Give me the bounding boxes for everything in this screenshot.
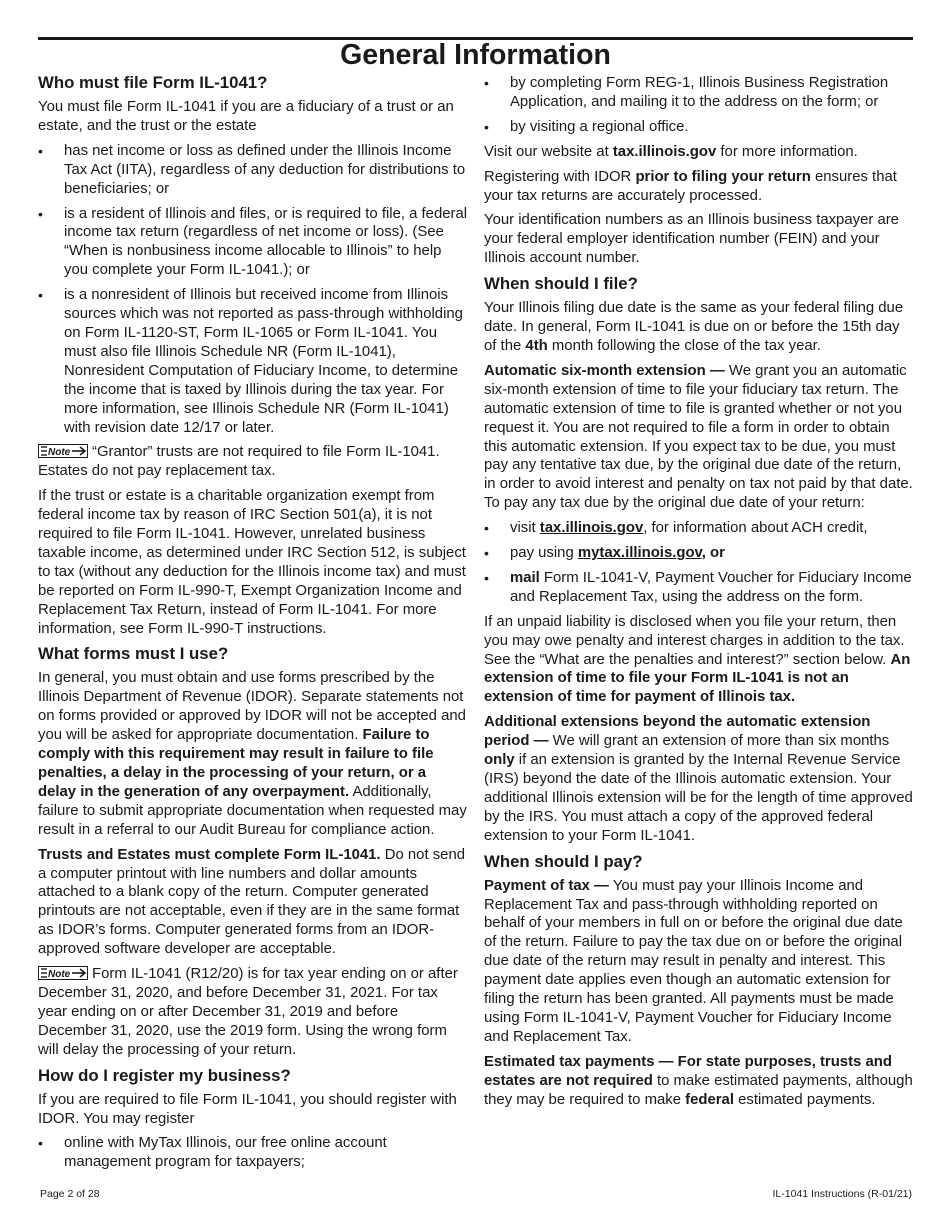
bullet-icon: • [484,569,489,586]
heading-when-file: When should I file? [484,274,638,294]
page-title: General Information [340,39,611,71]
visit-website: Visit our website at tax.illinois.gov for more information. [484,143,858,160]
list-item: • is a nonresident of Illinois but received income from Illinois sources which was not reported as pass-through withholding on Form IL-1120-ST, Form IL-1065 or Form IL-1041. You must also file Illinois Schedule NR (Form IL-1041), Nonresident Computation of Fiduciary Income, to determine the income that is taxed by Illinois during the tax year. For more information, see Illinois Schedule NR (Form IL-1041) with revision date 12/17 or later. [38,287,463,436]
bullet-icon: • [38,287,43,304]
mytax-link[interactable]: mytax.illinois.gov [577,545,702,562]
left-column [38,71,468,1178]
heading-what-forms: What forms must I use? [38,644,229,664]
due-date-paragraph: Your Illinois filing due date is the same as your federal filing due date. In general, Form IL-1041 is due on or before the 15th day of the 4th month following the close of the tax year. [484,300,904,354]
heading-when-pay: When should I pay? [484,851,643,871]
prior-paragraph: Registering with IDOR prior to filing your return ensures that your tax returns are accurately processed. [484,168,897,204]
note-form-version: Note Form IL-1041 (R12/20) is for tax year ending on or after December 31, 2020, and before December 31, 2021. For tax year ending on or after December 31, 2019 and before December 31, 2020, use the 2019 form. Using the wrong form will delay the processing of your return. [38,966,458,1058]
svg-text:Note: Note [48,969,71,981]
note-grantor: Note “Grantor” trusts are not required to file Form IL-1041. Estates do not pay replacement tax. [38,444,440,480]
list-item: • by visiting a regional office. [484,118,689,135]
bullet-icon: • [38,205,43,222]
svg-text:Note: Note [48,447,71,459]
website-link[interactable]: tax.illinois.gov [612,143,717,160]
trusts-paragraph: Trusts and Estates must complete Form IL-1041. Do not send a computer printout with line numbers and dollar amounts attached to a blank copy of the return. Computer generated printouts are not acceptable, even if they are in the same format as IDOR’s forms. Computer generated forms from an IDOR-approved software developer are acceptable. [38,846,466,958]
bullet-icon: • [484,545,489,562]
list-item: • is a resident of Illinois and files, or is required to file, a federal income tax return (regardless of net income or loss). (See “When is nonbusiness income allocable to Illinois” to help you complete your Form IL-1041.); or [38,205,468,279]
bullet-icon: • [484,75,489,91]
list-item: • online with MyTax Illinois, our free online account management program for taxpayers; [38,1135,387,1171]
payment-paragraph: Payment of tax — You must pay your Illinois Income and Replacement Tax and pass-through withholding reported on behalf of your members in full on or before the original due date of the return. Failure to pay the tax due on or before the original due date of the return may result in penalty and interest. This payment date applies even though an automatic extension for filing the return has been granted. All payments must be made using Form IL-1041-V, Payment Voucher for Fiduciary Income and Replacement Tax. [484,877,903,1045]
unpaid-paragraph: If an unpaid liability is disclosed when you file your return, then you may owe penalty and interest charges in addition to the tax. See the “What are the penalties and interest?” section below. An extension of time to file your Form IL-1041 is not an extension of time for payment of Illinois tax. [484,613,911,706]
extension-paragraph: Automatic six-month extension — We grant you an automatic six-month extension of time to file your fiduciary tax return. The automatic extension of time to file is granted whether or not you request it. You are not required to file a form in order to obtain this automatic extension. If you expect tax to be due, you must pay any tentative tax due, by the original due date of the return, in order to avoid interest and penalty on tax not paid by that date. To pay any tax due by the original due date of your return: [484,362,913,512]
register-intro: If you are required to file Form IL-1041, you should register with IDOR. You may register [38,1091,457,1127]
list-item: • pay using mytax.illinois.gov, or [484,545,725,562]
ids-paragraph: Your identification numbers as an Illinois business taxpayer are your federal employer identification number (FEIN) and your Illinois account number. [484,212,899,267]
list-item: • by completing Form REG-1, Illinois Business Registration Application, and mailing it to the address on the form; or [484,75,889,110]
estimated-paragraph: Estimated tax payments — For state purposes, trusts and estates are not required to make estimated payments, although they may be required to make federal estimated payments. [484,1053,913,1108]
forms-paragraph: In general, you must obtain and use forms prescribed by the Illinois Department of Revenue (IDOR). Separate statements not on forms provided or approved by IDOR will not be accepted and you will be asked for appropriate documentation. Failure to comply with this requirement may result in failure to file penalties, a delay in the processing of your return, or a delay in the generation of any overpayment. Additionally, failure to submit appropriate documentation when requested may result in a referral to our Audit Bureau for compliance action. [38,670,467,838]
tax-illinois-link[interactable]: tax.illinois.gov [539,520,644,537]
heading-who-must-file: Who must file Form IL-1041? [38,73,268,92]
note-icon [38,966,88,980]
bullet-icon: • [484,118,489,135]
note-icon [38,444,88,458]
page-number: Page 2 of 28 [40,1188,100,1200]
list-item: • has net income or loss as defined under the Illinois Income Tax Act (IITA), regardless of any deduction for distributions to beneficiaries; or [38,142,466,197]
right-column [484,74,916,1116]
charitable-paragraph: If the trust or estate is a charitable organization exempt from federal income tax by reason of IRC Section 501(a), it is not required to file Form IL-1041. However, unrelated business taxable income, as determined under IRC Section 512, is subject to tax (without any deduction for the Illinois income tax) and must be reported on Form IL-990-T, Exempt Organization Income and Replacement Tax Return, instead of Form IL-1041. For more information, see Form IL-990-T instructions. [38,488,466,637]
bullet-icon: • [484,520,489,537]
form-identifier: IL-1041 Instructions (R-01/21) [772,1188,912,1200]
bullet-icon: • [38,1135,43,1152]
bullet-icon: • [38,142,43,159]
heading-register-business: How do I register my business? [38,1065,291,1085]
list-item: • visit tax.illinois.gov, for information about ACH credit, [484,520,868,537]
list-item: • mail Form IL-1041-V, Payment Voucher for Fiduciary Income and Replacement Tax, using the address on the form. [484,569,912,605]
who-intro: You must file Form IL-1041 if you are a fiduciary of a trust or an estate, and the trust or the estate [38,99,454,134]
additional-extension-paragraph: Additional extensions beyond the automatic extension period — We will grant an extension of more than six months only if an extension is granted by the Internal Revenue Service (IRS) beyond the date of the Illinois automatic extension. Your additional Illinois extension will be for the length of time approved by the IRS. You must attach a copy of the approved federal extension to your Form IL-1041. [484,714,913,844]
